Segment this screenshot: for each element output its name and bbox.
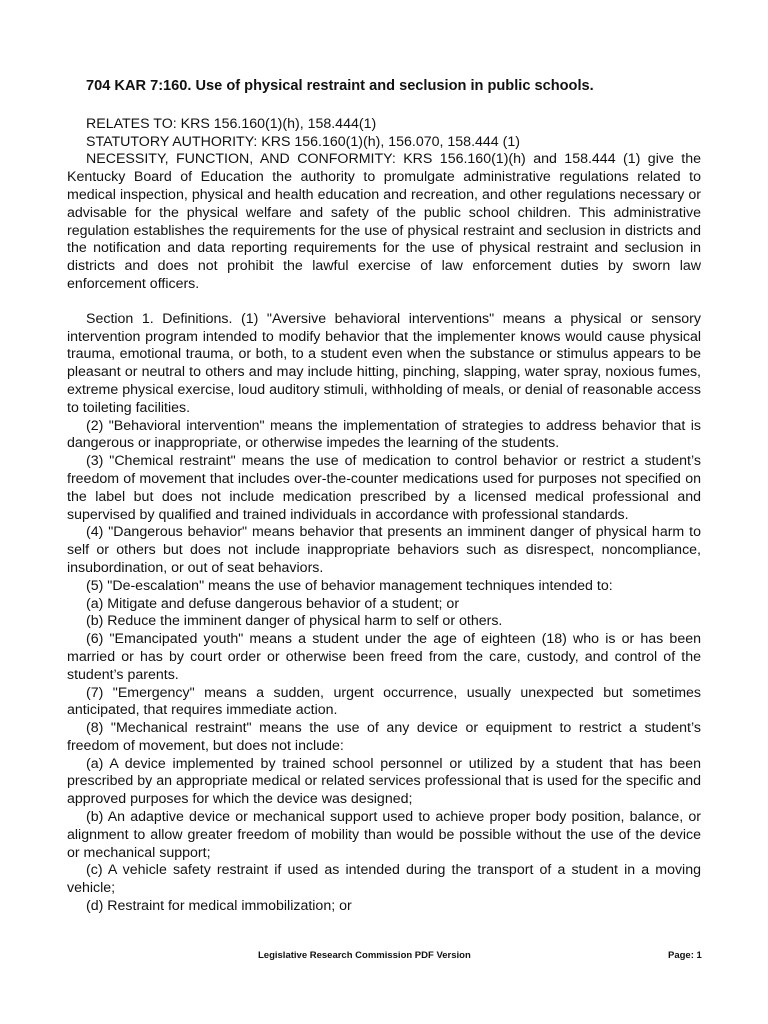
definition-paragraph: (b) An adaptive device or mechanical support used to achieve proper body position, balance, or alignment to allow greater freedom of mobility than would be possible without the use of the device or mechanical support;: [67, 809, 701, 861]
definition-paragraph: (5) "De-escalation" means the use of behavior management techniques intended to:: [86, 577, 613, 594]
definition-paragraph: (a) Mitigate and defuse dangerous behavior of a student; or: [86, 595, 460, 612]
necessity-paragraph: NECESSITY, FUNCTION, AND CONFORMITY: KRS 156.160(1)(h) and 158.444 (1) give the Kentucky Board of Education the authority to promulgate administrative regulations related to medical inspection, physical and health education and recreation, and other regulations necessary or advisable for the physical welfare and safety of the public school children. This administrative regulation establishes the requirements for the use of physical restraint and seclusion in districts and the notification and data reporting requirements for the use of physical restraint and seclusion in districts and does not prohibit the lawful exercise of law enforcement duties by sworn law enforcement officers.: [67, 151, 701, 292]
regulation-body: [67, 78, 701, 916]
definition-paragraph: (4) "Dangerous behavior" means behavior that presents an imminent danger of physical harm to self or others but does not include inappropriate behaviors such as disrespect, noncompliance, insubordination, or out of seat behaviors.: [67, 524, 701, 576]
definition-paragraph: Section 1. Definitions. (1) "Aversive behavioral interventions" means a physical or sensory intervention program intended to modify behavior that the implementer knows would cause physical trauma, emotional trauma, or both, to a student even when the substance or stimulus appears to be pleasant or neutral to others and may include hitting, pinching, slapping, water spray, noxious fumes, extreme physical exercise, loud auditory stimuli, withholding of meals, or denial of reasonable access to toileting facilities.: [67, 310, 701, 416]
definition-paragraph: (7) "Emergency" means a sudden, urgent occurrence, usually unexpected but sometimes anticipated, that requires immediate action.: [67, 684, 701, 719]
definition-paragraph: (2) "Behavioral intervention" means the implementation of strategies to address behavior that is dangerous or inappropriate, or otherwise impedes the learning of the students.: [67, 417, 701, 452]
definition-paragraph: (c) A vehicle safety restraint if used as intended during the transport of a student in a moving vehicle;: [67, 862, 701, 897]
relates-to-line: RELATES TO: KRS 156.160(1)(h), 158.444(1): [86, 115, 377, 132]
definition-paragraph: (8) "Mechanical restraint" means the use of any device or equipment to restrict a student’s freedom of movement, but does not include:: [67, 720, 701, 754]
page-number: Page: 1: [668, 950, 702, 961]
definition-paragraph: (a) A device implemented by trained school personnel or utilized by a student that has been prescribed by an appropriate medical or related services professional that is used for the specific and approved purposes for which the device was designed;: [67, 755, 701, 808]
footer-source: Legislative Research Commission PDF Version: [258, 950, 471, 961]
definition-paragraph: (6) "Emancipated youth" means a student under the age of eighteen (18) who is or has been married or has by court order or otherwise been freed from the care, custody, and control of the student’s parents.: [67, 631, 701, 683]
definition-paragraph: (b) Reduce the imminent danger of physical harm to self or others.: [86, 613, 503, 630]
regulation-title: 704 KAR 7:160. Use of physical restraint and seclusion in public schools.: [86, 78, 594, 94]
definition-paragraph: (3) "Chemical restraint" means the use of medication to control behavior or restrict a student’s freedom of movement that includes over-the-counter medications used for purposes not specified on the label but does not include medication prescribed by a licensed medical professional and supervised by qualified and trained individuals in accordance with professional standards.: [67, 453, 701, 523]
statutory-authority-line: STATUTORY AUTHORITY: KRS 156.160(1)(h), 156.070, 158.444 (1): [86, 133, 520, 150]
definition-paragraph: (d) Restraint for medical immobilization; or: [86, 898, 352, 915]
